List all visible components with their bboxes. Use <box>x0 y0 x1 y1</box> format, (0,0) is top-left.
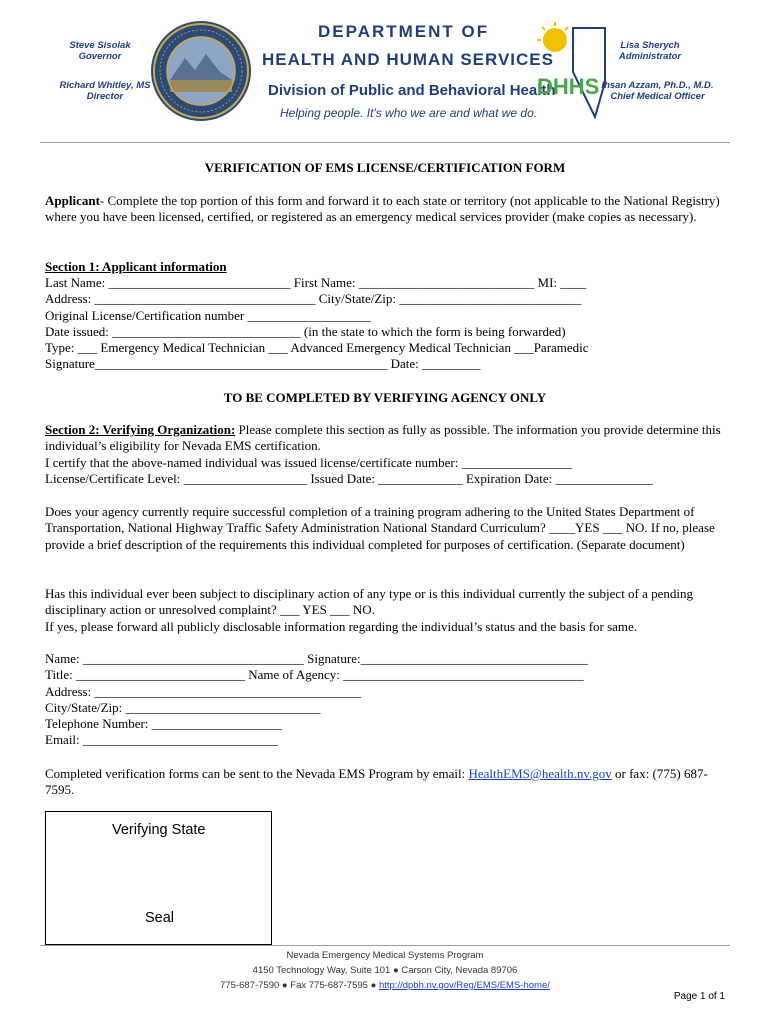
disciplinary-followup: If yes, please forward all publicly disclosable information regarding the individual’s status and the basis for same. <box>45 619 638 634</box>
certificate-number-line: I certify that the above-named individual was issued license/certificate number: _________________ <box>45 455 573 470</box>
governor-title: Governor <box>78 51 122 62</box>
submission-instructions <box>45 766 730 799</box>
section1-lines <box>45 275 730 373</box>
verifier-lines <box>45 651 730 749</box>
footer-divider <box>40 945 730 946</box>
license-number-line: Original License/Certification number ___________________ <box>45 307 372 323</box>
type-line: Type: ___ Emergency Medical Technician ___ Advanced Emergency Medical Technician ___Paramedic <box>45 340 589 356</box>
verifier-phone-line: Telephone Number: ____________________ <box>45 716 282 732</box>
submit-text-before: Completed verification forms can be sent to the Nevada EMS Program by email: <box>45 766 469 781</box>
administrator-title: Administrator <box>618 51 682 62</box>
department-line1: DEPARTMENT OF <box>318 22 490 41</box>
verifier-address-line: Address: _________________________________________ <box>45 683 361 699</box>
governor-block <box>55 40 145 62</box>
submit-text-after: or fax: (775) 687-7595. <box>45 766 708 798</box>
verifier-name-line: Name: __________________________________ Signature:___________________________________ <box>45 651 589 666</box>
footer <box>0 948 770 993</box>
department-tagline: Helping people. It's who we are and what we do. <box>280 106 538 120</box>
cmo-title: Chief Medical Officer <box>610 91 705 102</box>
svg-text:DHHS: DHHS <box>537 74 600 99</box>
seal-box-label-bottom: Seal <box>145 910 175 926</box>
disciplinary-question: Has this individual ever been subject to disciplinary action of any type or is this individual currently the subject of a pending disciplinary action or unresolved complaint? ___ YES ___ NO. <box>45 586 694 618</box>
governor-name: Steve Sisolak <box>69 40 131 51</box>
verifier-email-line: Email: ______________________________ <box>45 732 278 748</box>
submit-email-link[interactable]: HealthEMS@health.nv.gov <box>468 766 612 781</box>
training-question: Does your agency currently require successful completion of a training program adhering to the United States Department of Transportation, National Highway Traffic Safety Administration National Standard Curriculum? ____YES ___ NO. If no, please provide a brief description of the requirements this individual completed for purposes of certification. (Separate document) <box>45 504 715 552</box>
cmo-name: Ihsan Azzam, Ph.D., M.D. <box>601 80 714 91</box>
date-issued-line: Date issued: _____________________________ (in the state to which the form is being forwarded) <box>45 323 566 339</box>
seal-box-label-top: Verifying State <box>112 822 206 838</box>
director-title: Director <box>86 91 124 102</box>
administrator-name: Lisa Sherych <box>620 40 680 51</box>
verifier-title-line: Title: __________________________ Name of Agency: _____________________________________ <box>45 667 584 683</box>
section2-heading: Section 2: Verifying Organization: <box>45 422 236 437</box>
section1-heading: Section 1: Applicant information <box>45 259 227 274</box>
section2-lines <box>45 455 730 488</box>
footer-address: 4150 Technology Way, Suite 101 ● Carson City, Nevada 89706 <box>252 965 518 976</box>
header-divider <box>40 142 730 143</box>
verifying-state-seal-box <box>45 811 272 945</box>
footer-phone-fax: 775-687-7590 ● Fax 775-687-7595 ● <box>220 980 379 991</box>
director-name: Richard Whitley, MS <box>59 80 151 91</box>
verifier-city-line: City/State/Zip: ______________________________ <box>45 699 321 715</box>
form-title: VERIFICATION OF EMS LICENSE/CERTIFICATION FORM <box>204 160 566 175</box>
nevada-seal-icon <box>150 20 252 122</box>
certificate-level-line: License/Certificate Level: ___________________ Issued Date: _____________ Expiration Date: _______________ <box>45 471 653 487</box>
division-name: Division of Public and Behavioral Health <box>268 82 556 99</box>
agency-only-heading: TO BE COMPLETED BY VERIFYING AGENCY ONLY <box>223 390 547 405</box>
director-block <box>55 80 155 102</box>
address-line: Address: __________________________________ City/State/Zip: ____________________________ <box>45 291 582 307</box>
applicant-instructions <box>45 193 730 226</box>
signature-line: Signature_____________________________________________ Date: _________ <box>45 356 481 372</box>
department-line2: HEALTH AND HUMAN SERVICES <box>262 50 554 69</box>
applicant-label: Applicant <box>45 193 100 208</box>
administrator-block <box>605 40 695 62</box>
footer-website-link[interactable]: http://dpbh.nv.gov/Reg/EMS/EMS-home/ <box>378 980 550 991</box>
last-first-name-line: Last Name: ____________________________ First Name: ___________________________ MI: ____ <box>45 275 587 290</box>
applicant-intro: - Complete the top portion of this form and forward it to each state or territory (not applicable to the National Registry) where you have been licensed, certified, or registered as an emergency medical services provider (make copies as necessary). <box>45 193 720 225</box>
footer-program-name: Nevada Emergency Medical Systems Program <box>286 950 484 961</box>
page-number: Page 1 of 1 <box>673 991 725 1002</box>
section2-intro <box>45 422 730 455</box>
section2-intro-text: Please complete this section as fully as possible. The information you provide determine this individual’s eligibility for Nevada EMS certification. <box>45 422 721 454</box>
dhhs-logo-icon <box>533 22 608 122</box>
footer-contact <box>0 978 770 993</box>
cmo-block <box>600 80 715 102</box>
